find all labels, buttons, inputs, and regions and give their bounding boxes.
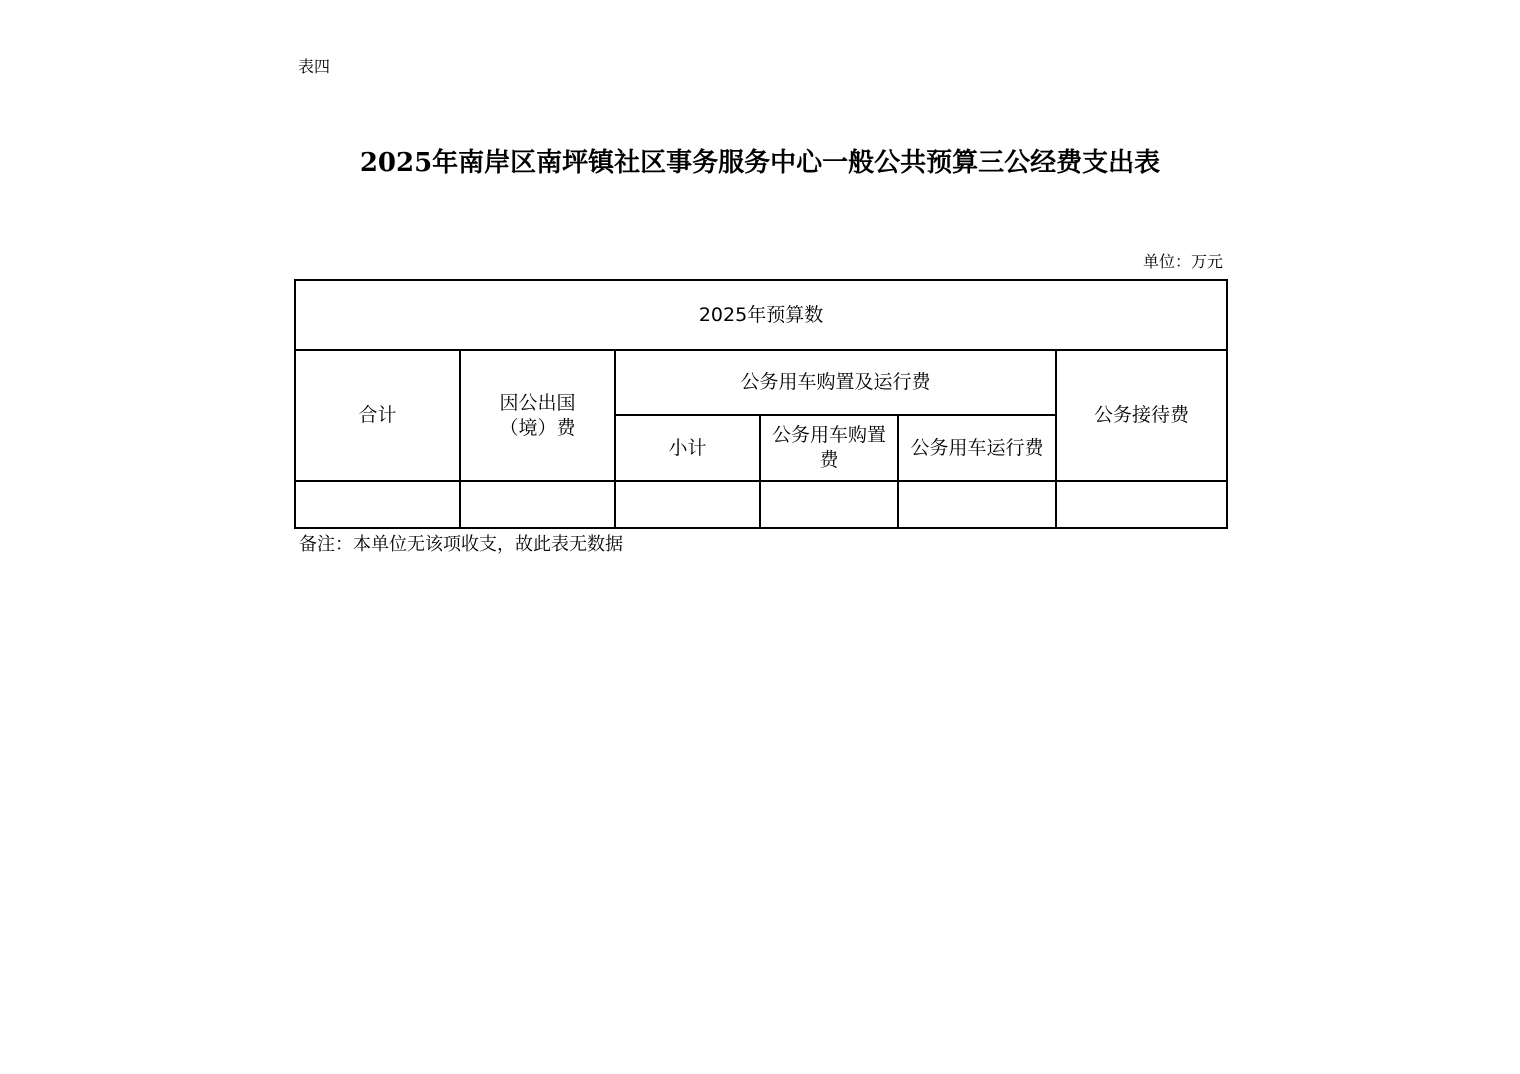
header-reception-expense: 公务接待费 [1056, 350, 1227, 481]
header-budget-year: 2025年预算数 [295, 280, 1227, 350]
unit-label: 单位：万元 [1142, 252, 1223, 271]
document-title: 2025年南岸区南坪镇社区事务服务中心一般公共预算三公经费支出表 [359, 148, 1161, 178]
cell-total [295, 481, 460, 528]
header-vehicle-purchase: 公务用车购置费 [760, 415, 898, 481]
table-header-row-1 [295, 280, 1227, 350]
footnote: 备注：本单位无该项收支，故此表无数据 [299, 534, 623, 555]
cell-subtotal [615, 481, 760, 528]
table-header-row-2 [295, 350, 1227, 415]
budget-table [294, 279, 1228, 529]
table-number: 表四 [298, 57, 331, 76]
header-vehicle-operation: 公务用车运行费 [898, 415, 1056, 481]
cell-vehicle-operation [898, 481, 1056, 528]
header-vehicle-group: 公务用车购置及运行费 [615, 350, 1056, 415]
cell-vehicle-purchase [760, 481, 898, 528]
header-abroad-expense: 因公出国（境）费 [460, 350, 615, 481]
table-row [295, 481, 1227, 528]
header-total: 合计 [295, 350, 460, 481]
cell-reception [1056, 481, 1227, 528]
cell-abroad [460, 481, 615, 528]
header-subtotal: 小计 [615, 415, 760, 481]
